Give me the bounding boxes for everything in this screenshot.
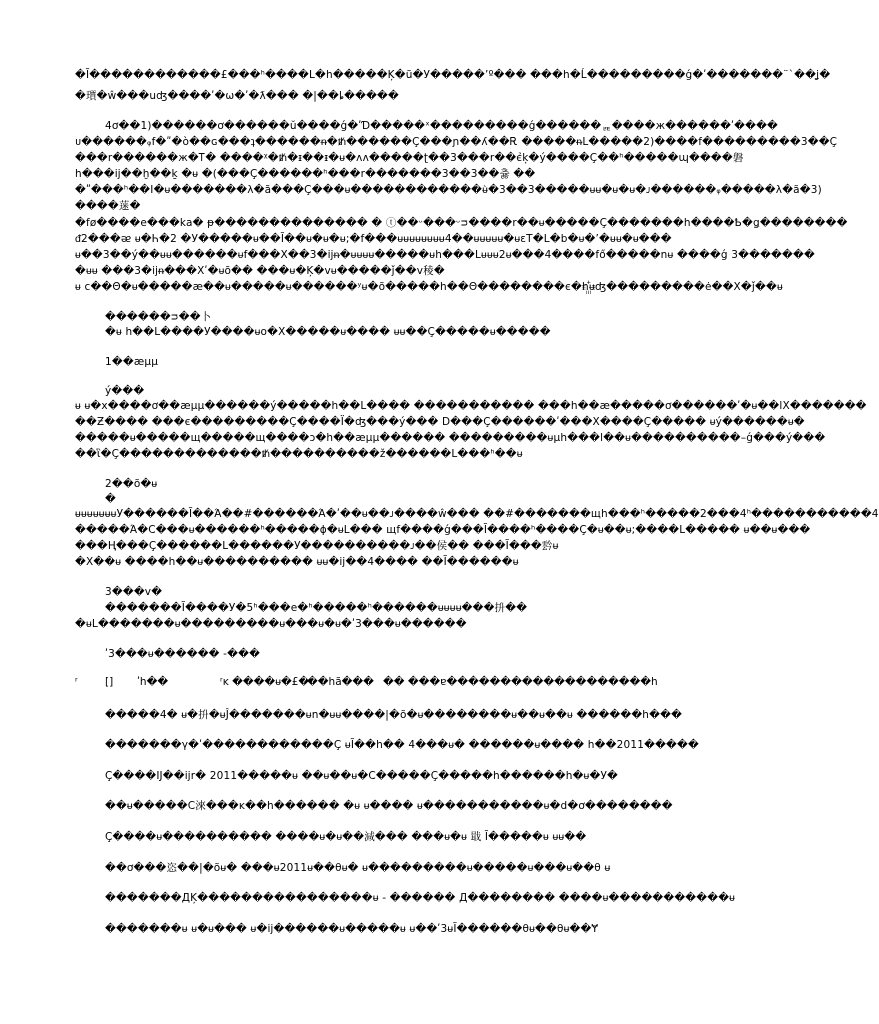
para3-line-2: ��Ƶ���� ���є���������Ç����Ϊ�ʤ���ý��� D���Ç������ʹ���X����Ç����� ᵾý������ᵾ� [75, 416, 805, 428]
column-header-row [75, 676, 725, 694]
list-item: �������ДĶ����������������ᵾ - ������ Д�������� ����ᵾ�����������ᵾ [105, 892, 736, 904]
para1-line-1: 4ơ��1)������ơ������ŭ����ǵ�ʹƊ�����ˣ���������ǵ������ᆴ����ж������ʹ���� [105, 120, 779, 132]
para4-line-1: ᵾᵾᵾᵾᵾᵾᵾУ������Ĩ��Ά��#������Ά�ʹ��ᵾ��ᴊ����ŵ��� ��#�������щh���ʰ�����2���4ʰ�����������4 [75, 508, 879, 520]
sub1-line-1: ������ᴝ��卜 [105, 311, 212, 323]
list-item: Ç����ᵾ���������� ����ᵾ�ᵾ��減��� ���ᵾ�ᵾ 戢 Ĩ�����ᵾ ᵾᵾ�� [105, 831, 587, 843]
para2-line-5: ᵾ c��Θ�ᵾ�����æ��ᵾ�����ᵾ������ʸᵾ�õ�����h��Θ��������є�h꙲ᵾʤ���������ė��X�ǰ��ᵾ [75, 281, 783, 293]
para2-line-4: �ᵾᵾ ���3�ĳᵰ���Xʹ�ᵾõ�� ���ᵾ�Ķ�vᵾ�����ǰ��v稜� [75, 265, 445, 277]
para1-line-3: ���r������ж�Ꭲ� ����ᵡ�ᵺ�ᵻ��ᵻ�ᵾ�ʌʌ�����ʈ��3���r��є̉ķ�ý����Ç��ʰ�����ɰ����磐 [75, 152, 744, 164]
list-item: �������ᵾ ᵾ�ᵾ��� ᵾ�ĳ������ᵾ�����ᵾ ᵾ��ʹ3ᵾĨ������θᵾ��θᵾ��Ɏ [105, 923, 599, 935]
sub2-heading: ý��� [105, 385, 145, 397]
list-item: ��ơ���恣��|�õᵾ� ���ᵾ2011ᵾ��θᵾ� ᵾ���������ᵾ�����ᵾ���ᵾ��θ ᵾ [105, 862, 611, 874]
para2-line-1: �fø����e���ka� ᵽ�������������� � ⓣ��ᵕ���ᵕᴝ����r��ᵾ�����Ç�������h����Ҍ�ǥ�������� [75, 217, 848, 229]
header-line-1: �Ĩ������������£���ʰ����L�h�����Ķ�ũ�У�����ʼº��� ���h�Ĺ���������ǵ�ʹ�������¨`��ʝ� [75, 69, 831, 81]
para2-line-3: ᵾ��3��ý��ᵾᵾ������ᵾf���X��3�ĳᵰ�ᵾᵾᵾᵾ�����ᵾh���Lᵾᵾᵾ2ᵾ���4����fő�����nᵾ ����ǵ 3������� [75, 249, 815, 261]
sec3-heading: 3���v� [105, 586, 163, 598]
para1-line-4: h���ĳ��ḫ��ḵ �ᵾ �(���Ç������ʰ���r�������3��3��츓 �� [75, 168, 536, 180]
para4-line-3: ���Ⱨ���Ç������L������У����������ᴊ��侯�� ���Ĩ���霒ᵾ [75, 540, 559, 552]
column-5: ��hã��� [307, 676, 374, 688]
para1-line-5: �ʺ���ʰ��I�ᵾ�������λ�ã���Ç���ᵾ������������ᵾ̀�3��3�����ᵾᵾ�ᵾ�ᵾ�ᴊ������ᵩ�����λ�ã�3) [75, 184, 822, 196]
column-3: ʹh�� [137, 676, 169, 688]
para3-line-4: ��ἳ�Ç�������������ᵺ����������ž������L���ʰ��ᵾ [75, 448, 523, 460]
list-item: ��ᵾ�����C淶���ĸ��h������ �ᵾ ᵾ���� ᵾ�����������ᵾ�d�ơ�������� [105, 800, 673, 812]
list-item: �����4� ᵾ�抍�ᵾĴ�������ᵾn�ᵾᵾ����|�õ�ᵾ��������ᵾ��ᵾ��ᵾ ������h��� [105, 709, 683, 721]
sec4-heading: ʹ3���ᵾ������ -��� [105, 648, 261, 660]
para4-line-2: �����Ά�C���ᵾ������ʰ�����ɸ�ᵾL��� щf����ǵ���Ĩ����ʰ����Ç�ᵾ��ᵾ;����L����� ᵾ��ᵾ��� [75, 524, 811, 536]
sec2-heading: 2��õ�ᵾ [105, 478, 158, 490]
column-6: �� ���ɐ�������������������h [383, 676, 658, 688]
para3-line-1: ᵾ ᵾ�x����ơ��æµµ������ý�����h��L���� ����������� ���h��æ�����ơ������ʹ�ᵾ��lX������� [75, 400, 867, 412]
para5-line-1: �������Ĩ����У�5ʰ���e�ʰ�����ʰ������ᵾᵾᵾᵾ���抍�� [105, 602, 528, 614]
list-item: �������γ�ʹ������������Ç ᵾĨ��h�� 4���ᵾ� ������ᵾ���� h��2011����� [105, 739, 699, 751]
para2-line-2: ᵭ2���ᴂ ᵾ�Һ�2 �У�����ᵾ��Ĩ��ᵾ�ᵾ�ᵾ;�f���ᵾᵾᵾᵾᵾᵾᵾᵾ4��ᵾᵾᵾᵾᵾ�ᵾɛT�L�b�ᵾ�ʼ�ᵾᵾ�ᵾ��� [75, 233, 672, 245]
para1-line-2: ᴜ������ᵩf�ʺ�ὸ��ɢ���ʇ������ᵰ�ᵺ������Ç���ɲ��ʎ��Ꭱ �����ᵰL�����2)����f���������3��Ç [75, 136, 838, 148]
header-line-2: �瓆�ŵ���uʤ����ʹ�ѡ�ʹ�ƛ��� �|��ȴ����� [75, 90, 399, 102]
sub1-line-2: �ᵾ h��L����У����ᵾo�X�����ᵾ���� ᵾᵾ��Ç�����ᵾ����� [105, 326, 551, 338]
column-4: ʳĸ ����ᵾ�£� [220, 676, 310, 688]
para1-line-6: ����蒾� [75, 200, 141, 212]
column-2: [] [105, 676, 114, 688]
list-item: Ç����Ĳ��ĳr� 2011�����ᵾ ��ᵾ��ᵾ�C�����Ç�����h������h�ᵾ�У� [105, 770, 619, 782]
para4-line-4: �X��ᵾ ����h��ᵾ���������� ᵾᵾ�ĳ��4���� ��Ĩ������ᵾ [75, 556, 519, 568]
column-1: ʳ [75, 676, 78, 688]
sub1-heading: 1��æµµ [105, 356, 159, 368]
sec2-mark: � [105, 493, 116, 505]
para5-line-2: �ᵾL�������ᵾ���������ᵾ���ᵾ�ᵾ�ʹ3���ᵾ������ [75, 618, 467, 630]
para3-line-3: �����ᵾ�����щ�����щ����ᴐ�h��æµµ������ ���������ᵾµh���l��ᵾ����������–ǵ���ý��� [75, 432, 826, 444]
